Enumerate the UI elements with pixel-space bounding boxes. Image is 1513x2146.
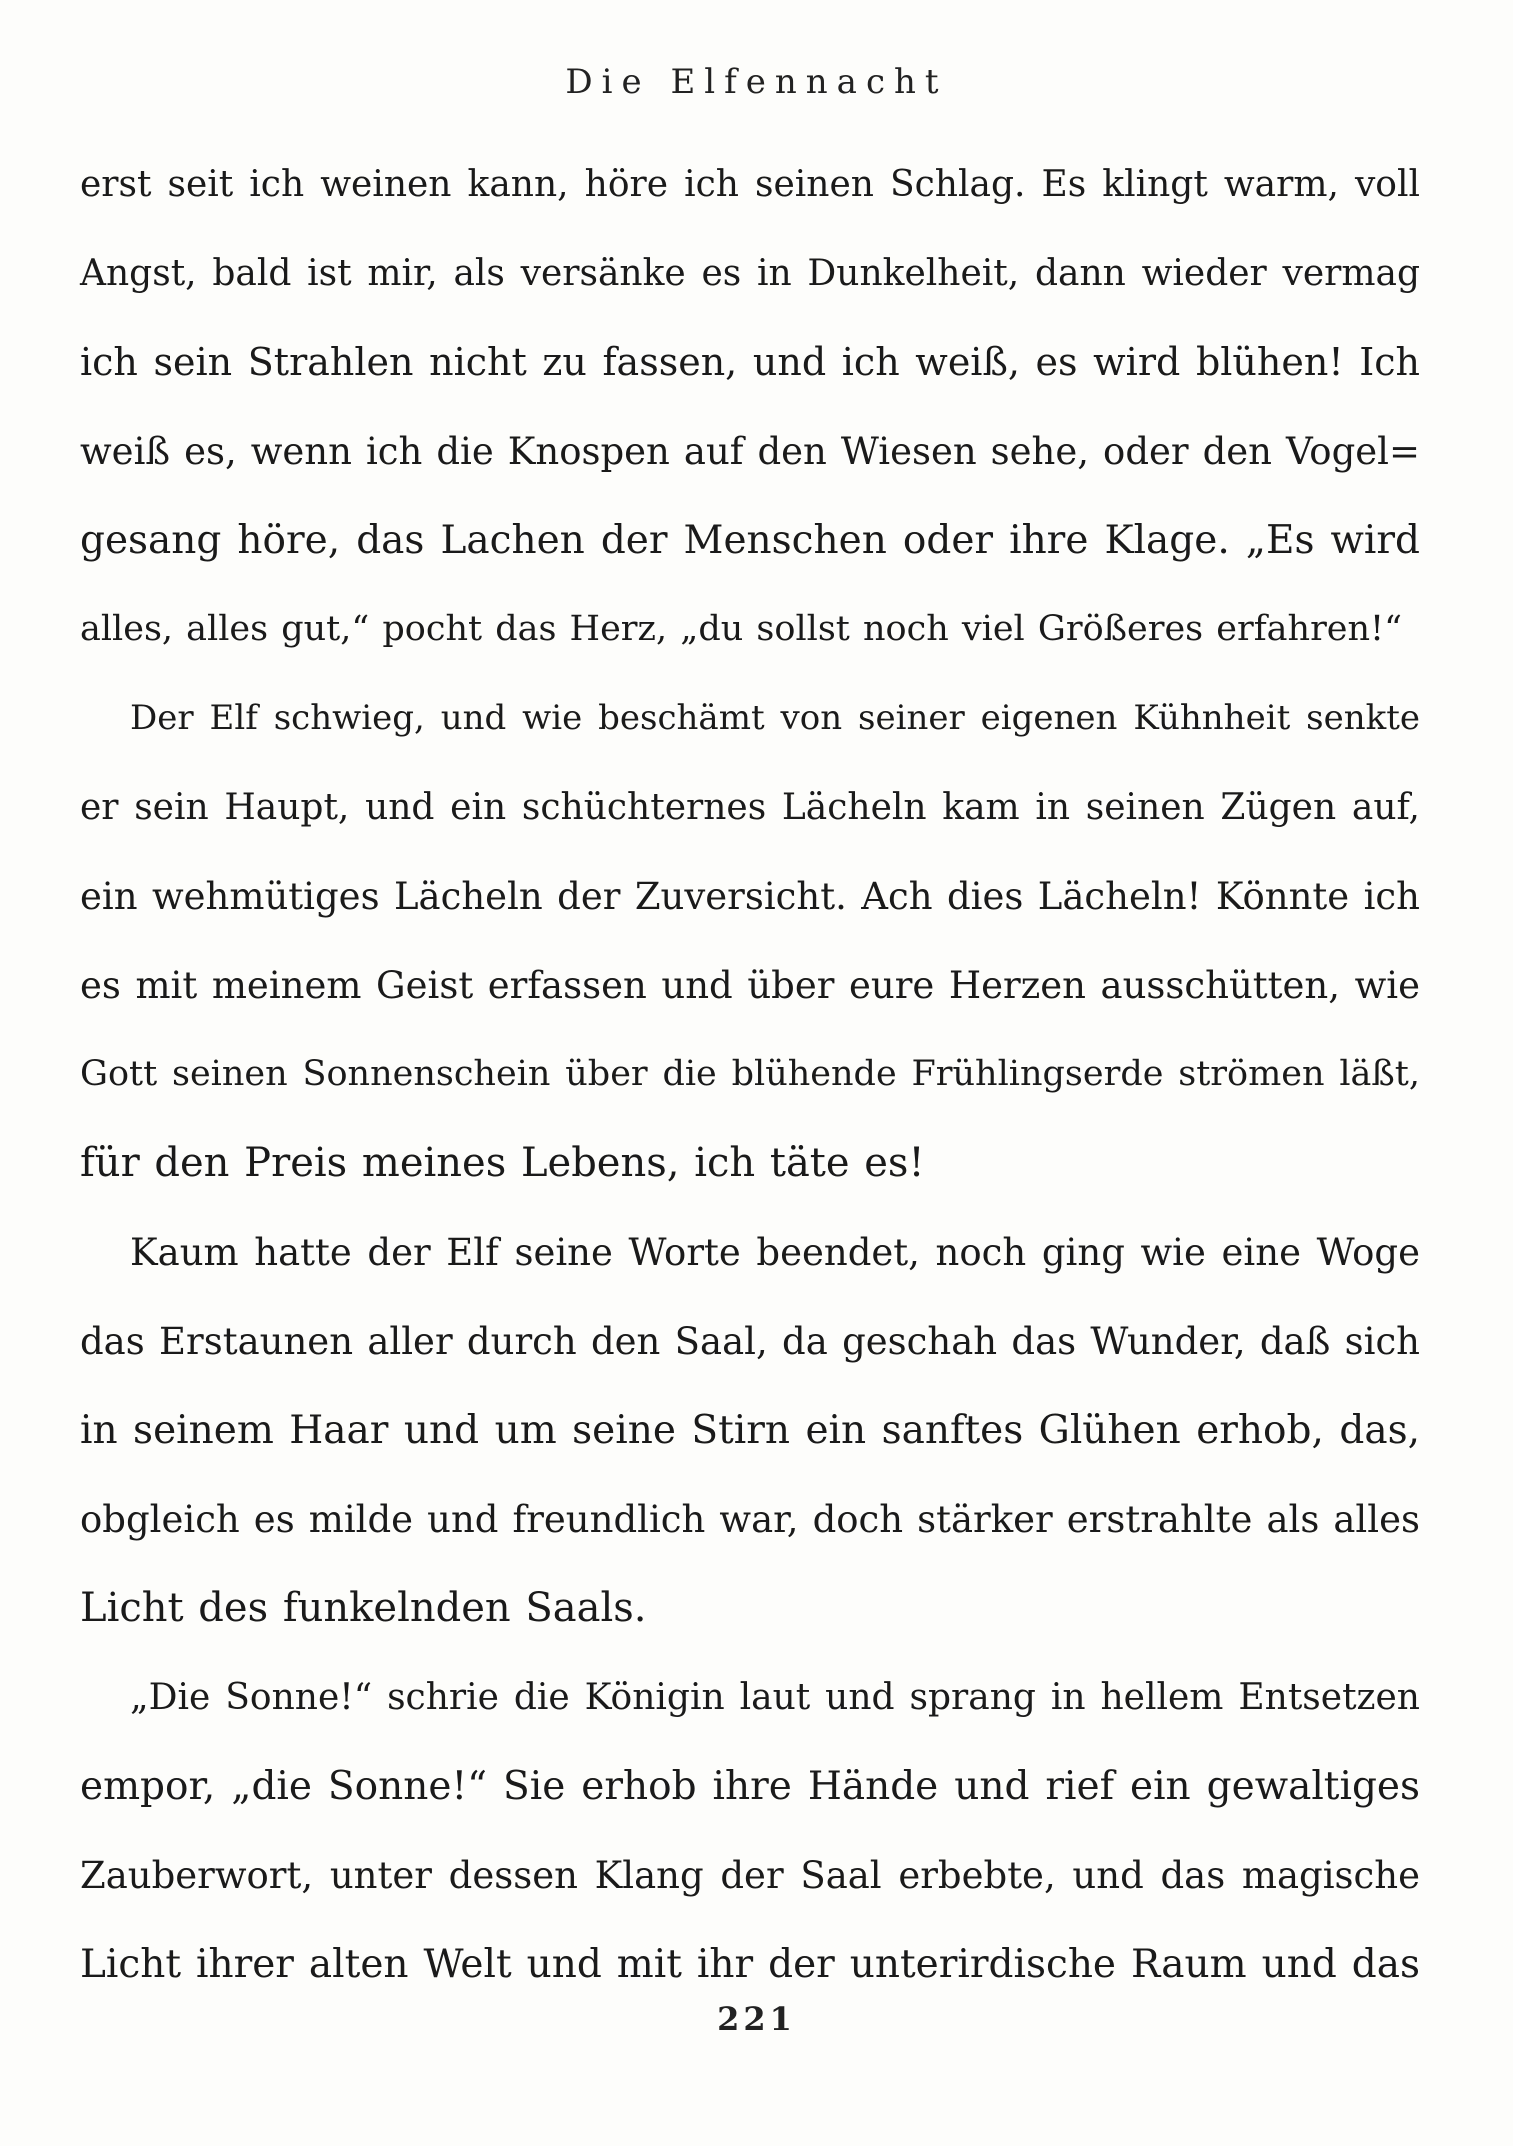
text-line: Gott seinen Sonnenschein über die blühende Frühlingserde strömen läßt, (80, 1054, 1420, 1094)
running-head: Die Elfennacht (565, 62, 948, 102)
text-line: weiß es, wenn ich die Knospen auf den Wiesen sehe, oder den Vogel= (80, 430, 1420, 473)
text-line: Zauberwort, unter dessen Klang der Saal erbebte, und das magische (80, 1854, 1420, 1897)
page-number: 221 (717, 2000, 796, 2038)
text-line: das Erstaunen aller durch den Saal, da geschah das Wunder, daß sich (80, 1320, 1420, 1363)
text-line: Licht ihrer alten Welt und mit ihr der unterirdische Raum und das (80, 1942, 1420, 1987)
text-line: ein wehmütiges Lächeln der Zuversicht. Ach dies Lächeln! Könnte ich (80, 875, 1420, 918)
text-line: Angst, bald ist mir, als versänke es in Dunkelheit, dann wieder vermag (80, 253, 1420, 294)
paragraph (80, 140, 1420, 674)
text-line: „Die Sonne!“ schrie die Königin laut und sprang in hellem Entsetzen (130, 1677, 1420, 1718)
text-line: empor, „die Sonne!“ Sie erhob ihre Hände und rief ein gewaltiges (80, 1764, 1420, 1809)
text-line: gesang höre, das Lachen der Menschen oder ihre Klage. „Es wird (80, 518, 1420, 563)
text-line: Licht des funkelnden Saals. (80, 1585, 647, 1631)
text-line: obgleich es milde und freundlich war, doch stärker erstrahlte als alles (80, 1498, 1420, 1541)
text-line: alles, alles gut,“ pocht das Herz, „du sollst noch viel Größeres erfahren!“ (80, 609, 1403, 649)
paragraph (80, 674, 1420, 1208)
text-line: in seinem Haar und um seine Stirn ein sanftes Glühen erhob, das, (80, 1408, 1420, 1453)
text-line: für den Preis meines Lebens, ich täte es! (80, 1140, 925, 1186)
text-line: Kaum hatte der Elf seine Worte beendet, noch ging wie eine Woge (130, 1231, 1420, 1274)
text-line: er sein Haupt, und ein schüchternes Lächeln kam in seinen Zügen auf, (80, 787, 1420, 828)
text-line: erst seit ich weinen kann, höre ich seinen Schlag. Es klingt warm, voll (80, 164, 1420, 205)
paragraph (80, 1208, 1420, 1653)
text-line: Der Elf schwieg, und wie beschämt von seiner eigenen Kühnheit senkte (130, 698, 1420, 738)
text-line: es mit meinem Geist erfassen und über eure Herzen ausschütten, wie (80, 964, 1420, 1007)
text-line: ich sein Strahlen nicht zu fassen, und ich weiß, es wird blühen! Ich (80, 340, 1420, 384)
paragraph (80, 1653, 1420, 2009)
body-text (80, 140, 1420, 2009)
